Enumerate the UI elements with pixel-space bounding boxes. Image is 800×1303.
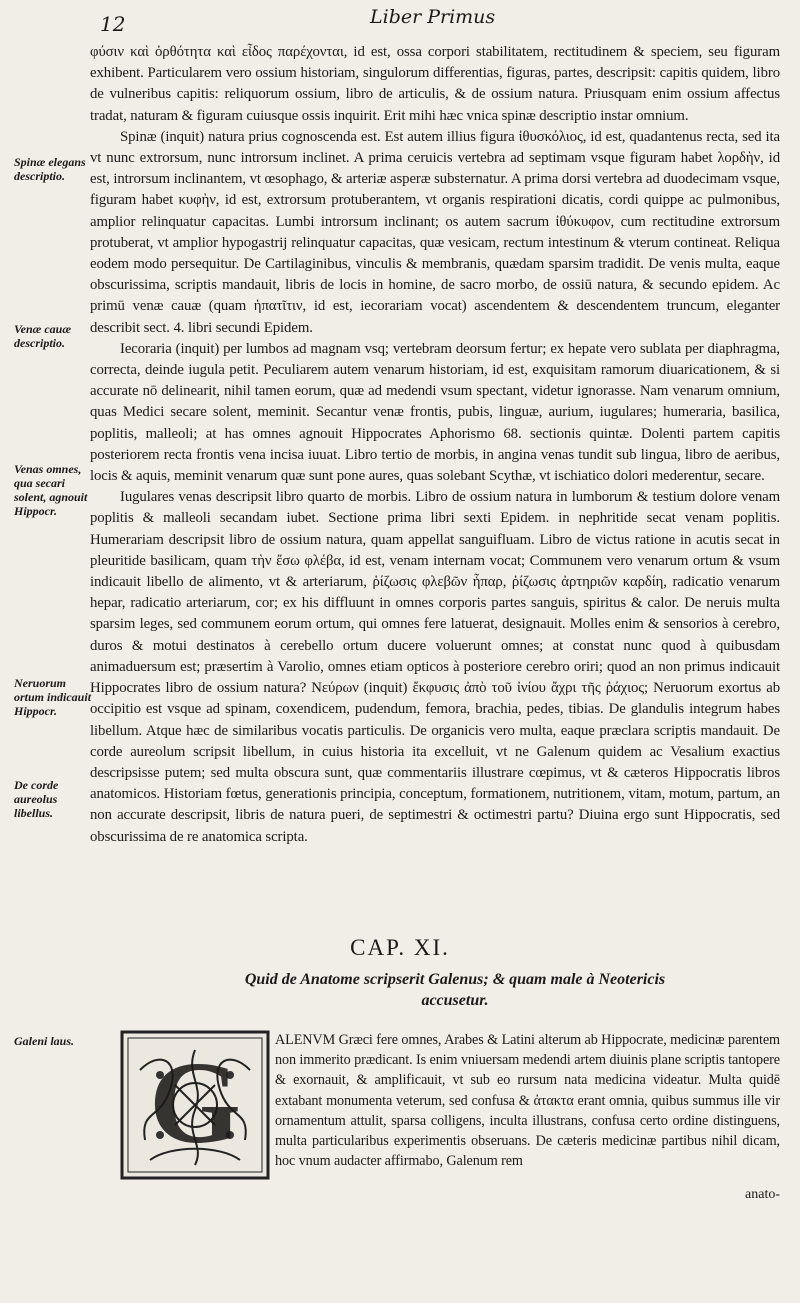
- paragraph-4: Iugulares venas descripsit libro quarto de morbis. Libro de ossium natura in lumborum & testium dolore venam poplitis & malleoli secandam iubet. Sectione prima libri sexti Epidem. in nephritide secat venam poplitis. Humerariam descripsit libro de ossium natura, quam appellat sanguifluam. Libro de victus ratione in acutis secat in pleuritide basilicam, quam τὴν ἔσω φλέβα, id est, venam internam vocat; Communem vero venarum ortum & vsum indicauit libello de alimento, vt & arteriarum, ῥίζωσις φλεβῶν ἧπαρ, ῥίζωσις ἀρτηριῶν καρδίη, radicatio venarum hepar, radicatio arteriarum, cor; ex his diffluunt in omnes corporis partes sanguis, spiritus & calor. De neruis multa sparsim leges, sed communem eorum ortum, qui omnes fere latuerat, designauit. Molles enim & sensorios à cerebro, duros & motui destinatos à cerebello ortum ducere voluerunt omnes; at constat nunc quod à quibusdam animaduersum est; præsertim à Varolio, omnes etiam opticos à posteriore cerebro oriri; quod an non primus indicauit Hippocrates libro de ossium natura? Νεύρων (inquit) ἔκφυσις ἀπὸ τοῦ ἰνίου ἄχρι τῆς ῥάχιος; Neruorum exortus ab occipitio est vsque ad spinam, coxendicem, pudendum, femora, brachia, pedes, tibias. De glandulis integrum habes libellum. Atque hæc de similaribus vocatis particulis. De organicis vero multa, eaque præclara scriptis mandauit. De corde aureolum scripsit libellum, in cuius historia ita excelluit, vt ne Galenum quidem ac Vesalium exactius descripsisse putem; sed multa obscura sunt, quæ commentariis illustrare cœpimus, vt & cæteros Hippocratis libros anatomicos. Historiam fœtus, generationis principia, conceptum, formationem, nutritionem, vitam, motum, partum, an non accurate descripsit, libris de natura pueri, de septimestri & octimestri partu? Diuina ergo sunt Hippocratis, sed obscurissima de re anatomica scripta.: [90, 489, 780, 845]
- margin-note-de-corde: De corde aureolus libellus.: [14, 778, 59, 820]
- margin-note-nervorum: Neruorum ortum indicauit Hippocr.: [14, 676, 92, 718]
- page-header: [0, 4, 800, 40]
- running-title: Liber Primus: [370, 6, 496, 28]
- catchword: anato-: [745, 1187, 780, 1202]
- chapter-paragraph: ALENVM Græci fere omnes, Arabes & Latini alterum ab Hippocrate, medicinæ parentem non immerito prædicant. Is enim vniuersam medendi artem diuinis plane scriptis tantopere & exornauit, & amplificauit, vt sub eo rursum nata medicina videatur. Multa quidē extabant monumenta veterum, sed confusa & ἀτακτα erant omnia, quibus summus ille vir ornamentum attulit, sparsa colligens, inculta illustrans, confusa certo ordine distinguens, multa particularibus experimentis obseruans. De cæteris medicinæ partibus nihil dicam, hoc vnum audacter affirmabo, Galenum rem: [275, 1032, 780, 1170]
- chapter-text-column: [275, 1030, 780, 1171]
- margin-note-venas-omnes: Venas omnes, qua secari solent, agnouit Hippocr.: [14, 462, 88, 518]
- main-text-column: [90, 42, 780, 848]
- decorated-initial-g: [120, 1030, 270, 1180]
- margin-note-galeni: Galeni laus.: [14, 1034, 75, 1048]
- chapter-subtitle: Quid de Anatome scripserit Galenus; & quam male à Neotericis accusetur.: [244, 971, 666, 1009]
- paragraph-3: Iecoraria (inquit) per lumbos ad magnam vsq; vertebram deorsum fertur; ex hepate vero sublata per diaphragma, correcta, deinde iugula petit. Peculiarem autem venarum historiam, id est, exquisitam ramorum diuaricationem, & si accurate nō delinearit, nihil tamen eorum, quæ ad medendi vsum spectant, videtur ignorasse. Nam venarum omnium, quas Medici secare solent, meminit. Secantur venæ frontis, pubis, linguæ, aurium, iugulares; humeraria, basilica, poplitis, malleoli; at has omnes agnouit Hippocrates Aphorismo 68. sectionis quintæ. Dolenti partem capitis posteriorem recta frontis vena incisa iuuat. Libro tertio de morbis, in angina venas tundit sub lingua, libro de aeribus, locis & aquis, meminit venarum quæ sunt pone aures, quas solebant Scythæ, vt ischiatico dolori mederentur, secare.: [90, 340, 780, 485]
- paragraph-2: Spinæ (inquit) natura prius cognoscenda est. Est autem illius figura ἰθυσκόλιος, id est, quadantenus recta, sed ita vt nunc extrorsum, nunc introrsum inclinet. A prima ceruicis vertebra ad septimam vsque figuram habet λορδὴν, id est, introrsum inclinantem, vt œsophago, & arteriæ asperæ substernatur. A prima dorsi vertebra ad duodecimam vsque, figuram habet κυφὴν, id est, extrorsum protuberantem, vt organis respirationi dicatis, cordi quippe ac pulmonibus, amplior relinquatur capacitas. Lumbi introrsum inclinant; os autem sacrum ἰθύκυφον, cum rectitudine extrorsum protuberat, vt amplior hypogastrij relinquatur capacitas, quæ vesicam, rectum intestinum & vterum contineat. Reliqua eodem modo persequitur. De Cartilaginibus, vinculis & membranis, quædam sparsim tradidit. De venis multa, eaque obscurissima, scriptis mandauit, libris de locis in homine, de sacro morbo, de ossiū natura, & secundo epidem. Ac primū venæ cauæ (quam ἡπατῖτιν, id est, iecorariam vocat) ascendentem & descendentem truncum, eleganter describit sect. 4. libri secundi Epidem.: [90, 128, 780, 336]
- page-number: 12: [100, 12, 126, 36]
- chapter-heading: CAP. XI.: [350, 935, 450, 960]
- initial-letter: G: [149, 1037, 241, 1168]
- margin-note-vena-cava: Venæ cauæ descriptio.: [14, 322, 72, 350]
- paragraph-1: φύσιν καὶ ὀρθότητα καὶ εἶδος παρέχονται, id est, ossa corpori stabilitatem, rectitudinem & speciem, seu figuram exhibent. Particularem vero ossium historiam, singulorum differentias, figuras, partes, descripsit: capitis quidem, libro de vulneribus capitis: reliquorum ossium, libro de articulis, & de ossium natura. Priusquam enim ossium affectus tradat, naturam & figuram cuiusque ossis inquirit. Erit mihi hæc vnica spinæ descriptio instar omnium.: [90, 44, 780, 124]
- margin-note-spine: Spinæ elegans descriptio.: [14, 155, 86, 183]
